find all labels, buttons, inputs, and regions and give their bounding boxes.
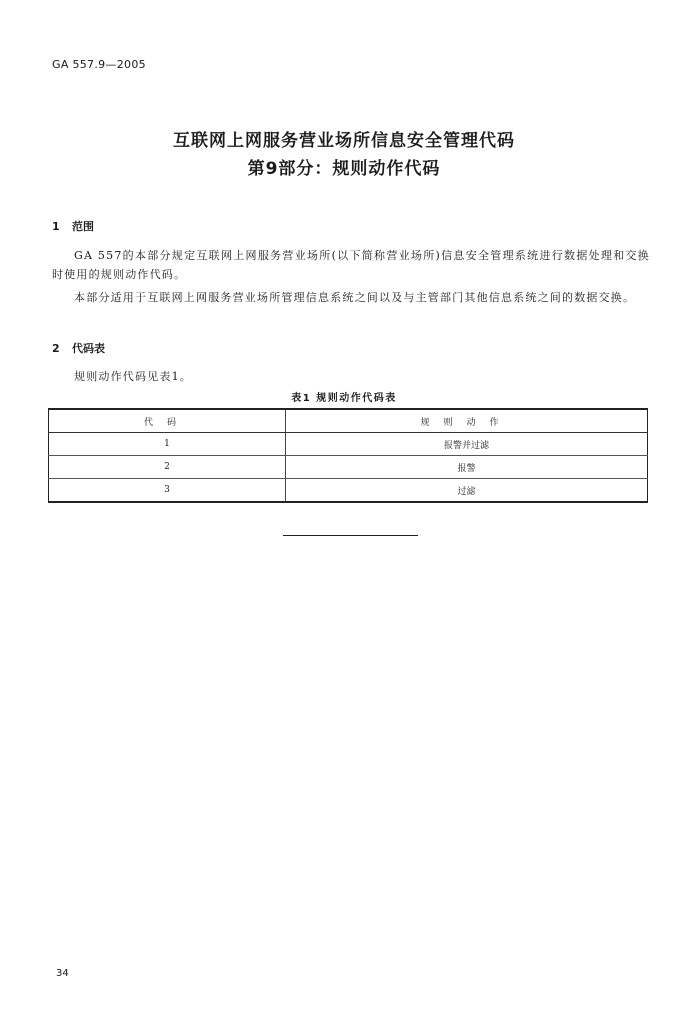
section-title: 范围 <box>72 220 94 233</box>
document-title: 互联网上网服务营业场所信息安全管理代码 <box>173 131 515 151</box>
table-row <box>49 456 648 479</box>
table-header-row <box>49 409 648 433</box>
section-heading-code-table <box>52 340 105 356</box>
end-of-document-rule <box>283 535 418 536</box>
section-number: 1 <box>52 220 60 233</box>
section-title: 代码表 <box>72 342 105 355</box>
table-row <box>49 479 648 503</box>
paragraph: 本部分适用于互联网上网服务营业场所管理信息系统之间以及与主管部门其他信息系统之间的数据交换。 <box>74 291 636 304</box>
section-number: 2 <box>52 342 60 355</box>
column-header-code: 代码 <box>49 409 286 433</box>
action-cell: 过滤 <box>286 479 648 503</box>
rule-action-code-table <box>48 408 648 503</box>
table-row <box>49 433 648 456</box>
table-caption: 表1 规则动作代码表 <box>291 393 397 404</box>
page-number: 34 <box>56 968 69 979</box>
action-cell: 报警 <box>286 456 648 479</box>
section-heading-scope <box>52 218 94 234</box>
code-cell: 3 <box>49 479 286 503</box>
standard-number: GA 557.9—2005 <box>52 58 146 71</box>
paragraph: GA 557的本部分规定互联网上网服务营业场所(以下简称营业场所)信息安全管理系统进行数据处理和交换时使用的规则动作代码。 <box>52 249 650 281</box>
action-cell: 报警并过滤 <box>286 433 648 456</box>
document-subtitle: 第9部分：规则动作代码 <box>247 159 441 179</box>
paragraph: 规则动作代码见表1。 <box>74 370 192 383</box>
code-cell: 2 <box>49 456 286 479</box>
column-header-action: 规则动作 <box>286 409 648 433</box>
code-cell: 1 <box>49 433 286 456</box>
